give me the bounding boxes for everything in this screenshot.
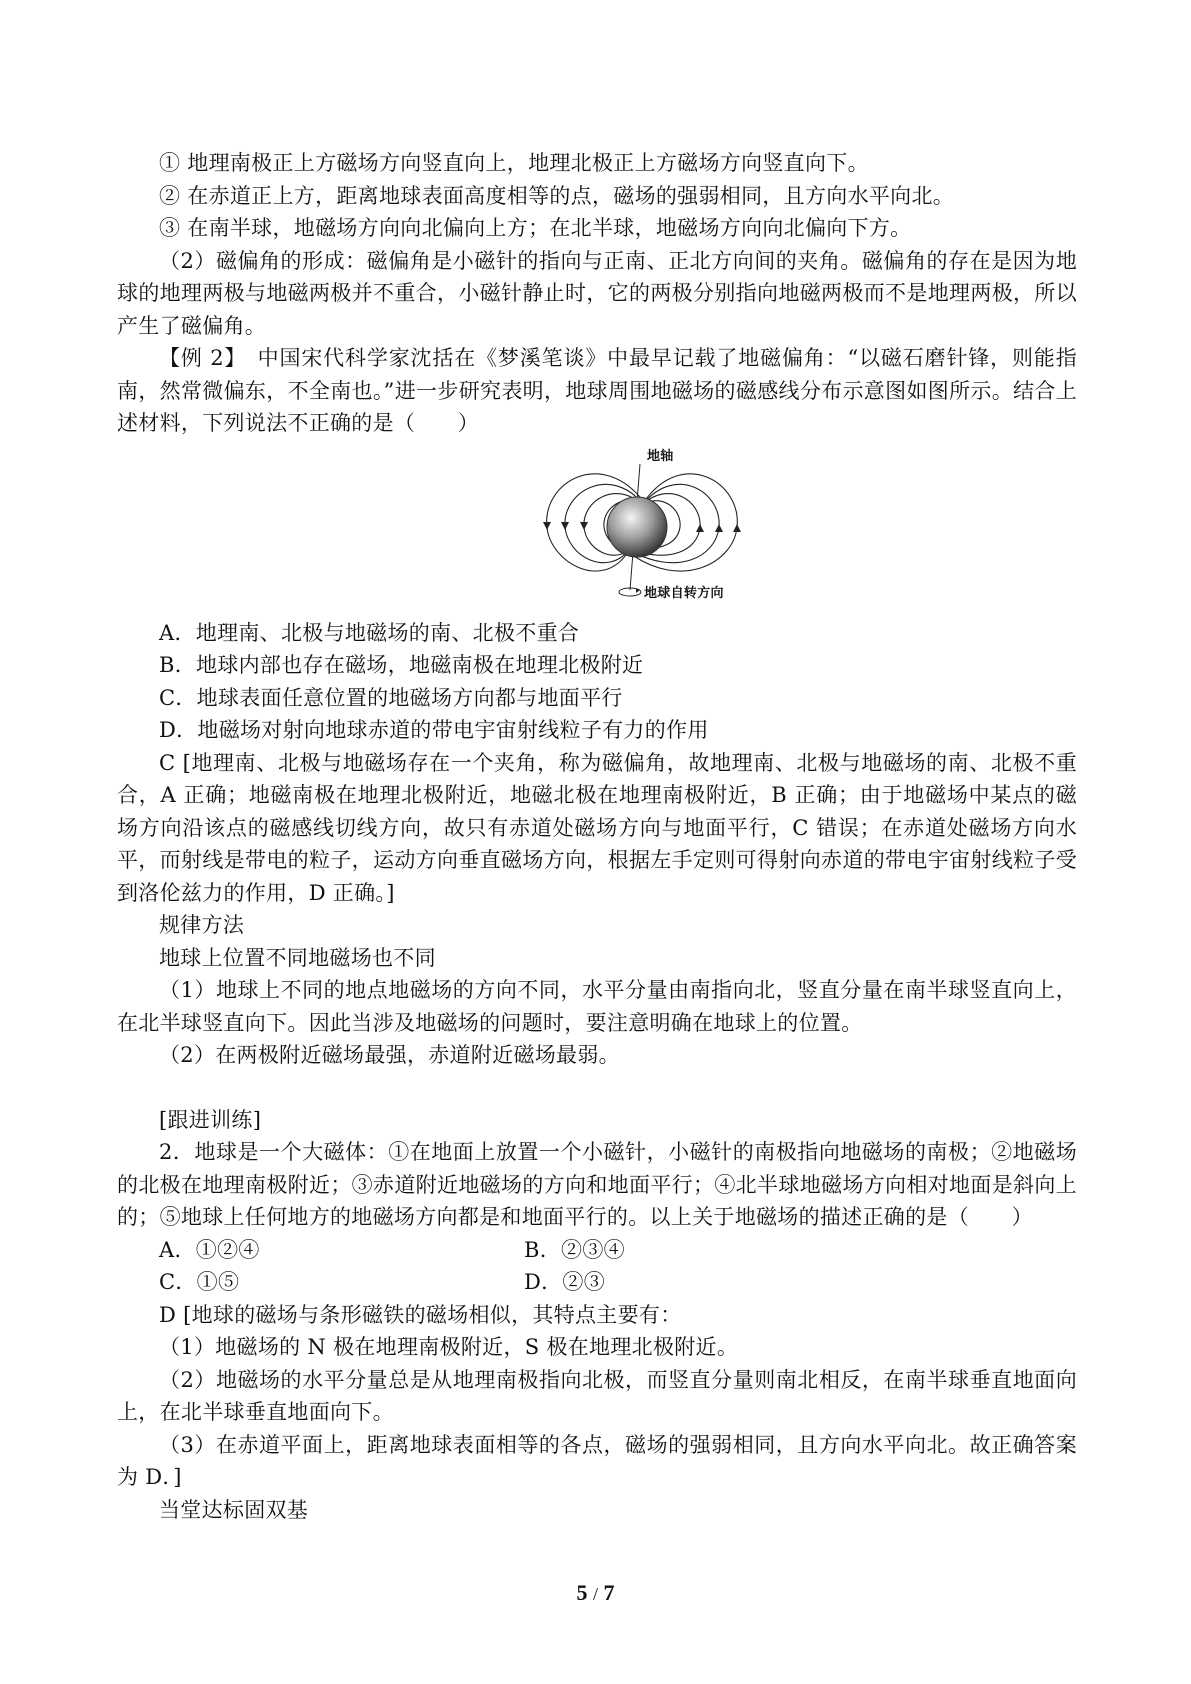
method-subheading: 地球上位置不同地磁场也不同 [159, 945, 436, 970]
practice-option-b: B．②③④ [524, 1237, 625, 1262]
document-body [117, 147, 1077, 1526]
practice-options-row-2 [117, 1266, 1077, 1299]
paragraph: （2）磁偏角的形成：磁偏角是小磁针的指向与正南、正北方向间的夹角。磁偏角的存在是因为地球的地理两极与地磁两极并不重合，小磁针静止时，它的两极分别指向地磁两极而不是地理两极，所以产生了磁偏角。 [117, 248, 1077, 338]
paragraph: ① 地理南极正上方磁场方向竖直向上，地理北极正上方磁场方向竖直向下。 [159, 151, 869, 175]
practice-question-2: 2．地球是一个大磁体：①在地面上放置一个小磁针，小磁针的南极指向地磁场的南极；②地磁场的北极在地理南极附近；③赤道附近地磁场的方向和地面平行；④北半球地磁场方向相对地面是斜向上的；⑤地球上任何地方的地磁场方向都是和地面平行的。以上关于地磁场的描述正确的是（ ） [117, 1140, 1077, 1229]
practice-option-c: C．①⑤ [159, 1270, 240, 1294]
practice-answer-3: （3）在赤道平面上，距离地球表面相等的各点，磁场的强弱相同，且方向水平向北。故正确答案为 D．] [117, 1432, 1077, 1489]
method-point-1: （1）地球上不同的地点地磁场的方向不同，水平分量由南指向北，竖直分量在南半球竖直向上，在北半球竖直向下。因此当涉及地磁场的问题时，要注意明确在地球上的位置。 [117, 978, 1077, 1035]
page-current: 5 [576, 1580, 588, 1605]
method-point-2: （2）在两极附近磁场最强，赤道附近磁场最弱。 [159, 1043, 620, 1067]
page-number [0, 1580, 1191, 1606]
practice-answer-intro: D [地球的磁场与条形磁铁的磁场相似，其特点主要有： [159, 1302, 682, 1327]
practice-answer-2: （2）地磁场的水平分量总是从地理南极指向北极，而竖直分量则南北相反，在南半球垂直地面向上，在北半球垂直地面向下。 [117, 1367, 1077, 1424]
example-option-c: C．地球表面任意位置的地磁场方向都与地面平行 [159, 685, 623, 710]
section-closing: 当堂达标固双基 [159, 1497, 309, 1522]
page-total: 7 [603, 1580, 615, 1605]
practice-heading: [跟进训练] [159, 1107, 262, 1132]
rotation-label: 地球自转方向 [644, 585, 724, 601]
example-option-a: A．地理南、北极与地磁场的南、北极不重合 [159, 620, 580, 645]
example-2-question: 【例 2】 中国宋代科学家沈括在《梦溪笔谈》中最早记载了地磁偏角：“以磁石磨针锋，则能指南，然常微偏东，不全南也。”进一步研究表明，地球周围地磁场的磁感线分布示意图如图所示。结合上述材料，下列说法不正确的是（ ） [117, 346, 1077, 435]
practice-answer-1: （1）地磁场的 N 极在地理南极附近，S 极在地理北极附近。 [159, 1335, 739, 1359]
example-option-d: D．地磁场对射向地球赤道的带电宇宙射线粒子有力的作用 [159, 718, 709, 742]
example-2-answer: C [地理南、北极与地磁场存在一个夹角，称为磁偏角，故地理南、北极与地磁场的南、北极不重合，A 正确；地磁南极在地理北极附近，地磁北极在地理南极附近，B 正确；由于地磁场中某点的磁场方向沿该点的磁感线切线方向，故只有赤道处磁场方向与地面平行，C 错误；在赤道处磁场方向水平，而射线是带电的粒子，运动方向垂直磁场方向，根据左手定则可得射向赤道的带电宇宙射线粒子受到洛伦兹力的作用，D 正确。] [117, 750, 1077, 905]
paragraph: ② 在赤道正上方，距离地球表面高度相等的点，磁场的强弱相同，且方向水平向北。 [159, 183, 955, 208]
spacer [117, 1072, 1077, 1104]
practice-options-row-1 [117, 1234, 1077, 1267]
axis-label: 地轴 [647, 448, 674, 464]
earth-magnetic-field-diagram [522, 442, 752, 615]
page-separator: / [592, 1584, 598, 1604]
practice-option-d: D．②③ [524, 1270, 606, 1294]
paragraph: ③ 在南半球，地磁场方向向北偏向上方；在北半球，地磁场方向向北偏向下方。 [159, 216, 912, 240]
geomagnetic-field-figure [117, 442, 1077, 615]
earth-sphere [607, 497, 667, 557]
practice-option-a: A．①②④ [159, 1237, 260, 1262]
method-heading: 规律方法 [159, 913, 245, 937]
example-option-b: B．地球内部也存在磁场，地磁南极在地理北极附近 [159, 653, 644, 677]
